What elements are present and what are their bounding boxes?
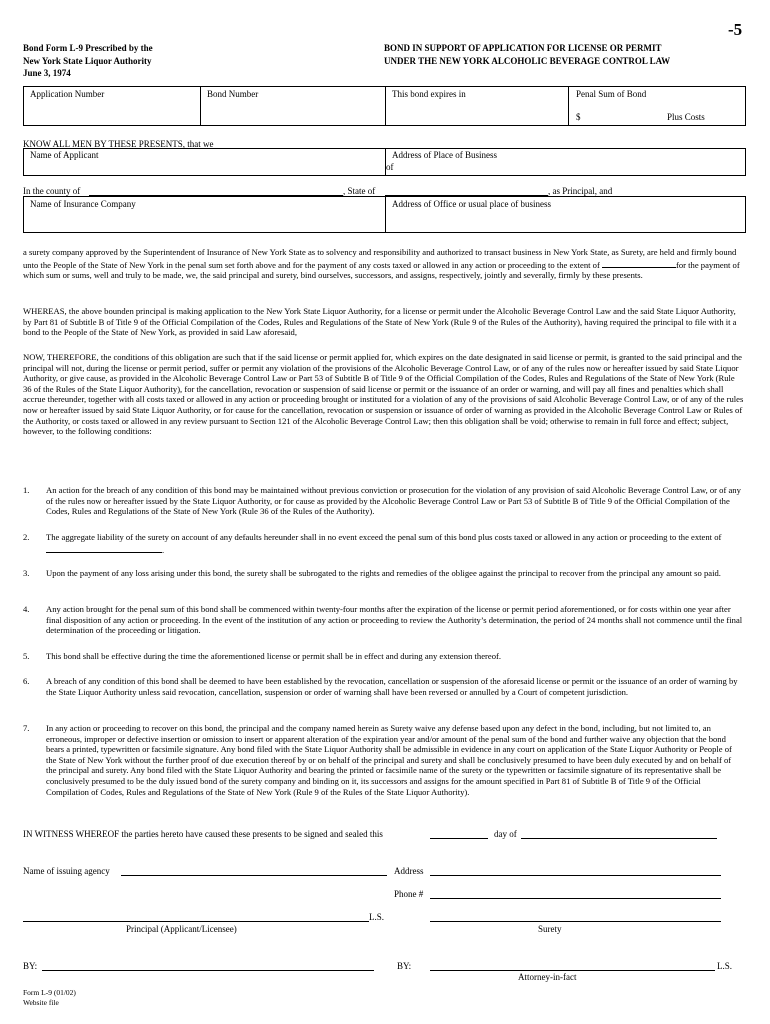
- bond-number-field[interactable]: [201, 100, 385, 125]
- attorney-caption: Attorney-in-fact: [518, 972, 577, 982]
- condition-number: 1.: [23, 485, 30, 495]
- applicant-name-label: Name of Applicant: [30, 150, 99, 160]
- business-address-of: of: [386, 162, 394, 172]
- presents-line: KNOW ALL MEN BY THESE PRESENTS, that we: [23, 139, 214, 149]
- bond-number-label: Bond Number: [207, 89, 259, 99]
- surety-signature-field[interactable]: [430, 921, 721, 922]
- insurance-name-field[interactable]: [24, 210, 384, 232]
- county-label: In the county of: [23, 186, 81, 196]
- condition-number: 5.: [23, 651, 30, 661]
- dollar-sign: $: [576, 112, 581, 122]
- issuing-agency-field[interactable]: [121, 875, 387, 876]
- surety-caption: Surety: [538, 924, 562, 934]
- principal-caption: Principal (Applicant/Licensee): [126, 924, 237, 934]
- condition-text: In any action or proceeding to recover on this bond, the principal and the company named herein as Surety waive any defense based upon any defect in the bond, including, but not limited to, an erroneous, improper or defective insertion or omission to insert or apparent alteration of the expiration year and/or amount of the penal sum of the bond and further waive any objection that the bond bears a printed, typewritten or facsimile signature. Any bond filed with the State Liquor Authority shall be admissible in evidence in any court on application of the State Liquor Authority or People of the State of New York without the further proof of due execution thereof by or on behalf of the principal and surety and shall be conclusively presumed to have been duly executed by and on behalf of the principal and surety. Any bond filed with the State Liquor Authority and bearing the printed or facsimile name of the surety or the typewritten or facsimile signature of its representative shall be conclusively presumed to be the duly issued bond of the surety company and binding on it, its successors and assigns for the amount specified in Part 81 of Subtitle B of Title 9 of the Official Compilation of Codes, Rules and Regulations of the State of New York (Rule 9 of the Rules of the State Liquor Authority).: [46, 723, 732, 797]
- penal-sum-label: Penal Sum of Bond: [576, 89, 647, 99]
- day-of-label: day of: [494, 829, 517, 839]
- document-title: [384, 42, 670, 67]
- plus-costs-label: Plus Costs: [667, 112, 705, 122]
- page-number: -5: [728, 20, 743, 39]
- condition-text: Any action brought for the penal sum of this bond shall be commenced within twenty-four months after the expiration of the license or permit period aforementioned, or for costs within one year after final disposition of any action or proceeding. In the event of the institution of any action or proceeding to review the Authority’s determination, the period of 24 months shall not commence until the final determination of the proceeding or litigation.: [46, 604, 743, 636]
- address-label: Address: [394, 866, 424, 876]
- insurance-name-label: Name of Insurance Company: [30, 199, 136, 209]
- witness-day-field[interactable]: [430, 838, 488, 839]
- expires-label: This bond expires in: [392, 89, 466, 99]
- condition-2-extent-field[interactable]: [46, 543, 165, 555]
- condition-text-wrap: [46, 532, 743, 555]
- business-address-field[interactable]: [400, 160, 745, 175]
- ls-label-2: L.S.: [717, 961, 733, 971]
- form-prescription-header: [23, 42, 153, 80]
- by-label: BY:: [23, 961, 38, 971]
- address-field[interactable]: [430, 875, 721, 876]
- penal-sum-field[interactable]: [585, 108, 665, 125]
- condition-number: 3.: [23, 568, 30, 578]
- application-number-label: Application Number: [30, 89, 105, 99]
- header-line-3: June 3, 1974: [23, 68, 71, 78]
- phone-label: Phone #: [394, 889, 424, 899]
- condition-text: Upon the payment of any loss arising under this bond, the surety shall be subrogated to the rights and remedies of the obligee against the principal to recover from the principal any amount so paid.: [46, 568, 721, 578]
- whereas-paragraph: WHEREAS, the above bounden principal is making application to the New York State Liquor Authority, for a license or permit under the Alcoholic Beverage Control Law and the said State Liquor Authority, by Part 81 of Subtitle B of Title 9 of the Official Compilation of the Codes, Rules and Regulations of the State of New York (Rule 9 of the Rules of the Authority), having required the principal to file with it a bond to the People of the State of New York, as provided in said Law aforesaid,: [23, 306, 737, 338]
- now-therefore-paragraph: NOW, THEREFORE, the conditions of this obligation are such that if the said license or permit applied for, which expires on the date designated in said license or permit, is granted to the said principal and the principal will not, during the license or permit period, suffer or permit any violation of the provisions of the Alcoholic Beverage Control Law, or of any of the rules now or hereafter issued by said State Liquor Authority, or give cause, as provided in the Alcoholic Beverage Control Law or Part 53 of Subtitle B of Title 9 of the Official Compilation of the Codes, Rules and Regulations of the State of New York (Rule 36 of the Rules of the State Liquor Authority), for the cancellation, revocation or suspension of said license or permit or the issuance of an order or warning, and will pay all fines and penalties which shall accrue thereunder, together with all costs taxed or allowed in any action or proceeding brought or instituted for a violation of any of the provisions of said Alcoholic Beverage Control Law, or of any of the rules now or hereafter issued by said State Liquor Authority, or for cause for the cancellation, revocation or suspension or issuance of order of warning as provided in the Alcoholic Beverage Control Law or Rules of the Authority, or costs taxed or allowed in any review pursuant to Section 121 of the Alcoholic Beverage Control Law; then this obligation shall be void; otherwise to remain in full force and effect; subject, however, to the following conditions:: [23, 352, 744, 437]
- condition-text: A breach of any condition of this bond shall be deemed to have been established by the revocation, cancellation or suspension of the aforesaid license or permit or the issuance of an order of warning by the State Liquor Authority unless said revocation, cancellation, suspension or order of warning shall have been reversed or annulled by a Court of competent jurisdiction.: [46, 676, 738, 697]
- condition-number: 2.: [23, 532, 30, 542]
- application-number-field[interactable]: [24, 100, 200, 125]
- surety-text-b: for the payment of which sum or sums, well and truly to be made, we, the said principal and surety, bind ourselves, successors, and assigns, respectively, jointly and severally, firmly by these presents.: [23, 259, 740, 281]
- condition-text: This bond shall be effective during the time the aforementioned license or permit shall be in effect and during any extension thereof.: [46, 651, 502, 661]
- surety-text-a: a surety company approved by the Superintendent of Insurance of New York State as to solvency and responsibility and authorized to transact business in New York State, as Surety, are held and firmly bound unto the People of the State of New York in the penal sum set forth above and for the payment of any costs taxed or allowed in any action or proceeding to the extent of: [23, 247, 737, 270]
- header-line-1: Bond Form L-9 Prescribed by the: [23, 43, 153, 53]
- condition-number: 4.: [23, 604, 30, 614]
- surety-by-field[interactable]: [430, 970, 715, 971]
- website-footer: Website file: [23, 998, 59, 1007]
- by-label-2: BY:: [397, 961, 412, 971]
- state-label: , State of: [343, 186, 376, 196]
- witness-text: IN WITNESS WHEREOF the parties hereto have caused these presents to be signed and sealed this: [23, 829, 383, 839]
- title-line-2: UNDER THE NEW YORK ALCOHOLIC BEVERAGE CONTROL LAW: [384, 55, 671, 66]
- principal-label: , as Principal, and: [548, 186, 613, 196]
- insurance-address-label: Address of Office or usual place of business: [392, 199, 552, 209]
- costs-extent-field[interactable]: [602, 258, 676, 268]
- principal-signature-field[interactable]: [23, 921, 369, 922]
- header-line-2: New York State Liquor Authority: [23, 55, 152, 66]
- business-address-label: Address of Place of Business: [392, 150, 497, 160]
- issuing-agency-label: Name of issuing agency: [23, 866, 110, 876]
- condition-text-tail: .: [162, 544, 165, 555]
- expires-field[interactable]: [386, 100, 568, 125]
- witness-month-field[interactable]: [521, 838, 717, 839]
- condition-number: 6.: [23, 676, 30, 686]
- condition-number: 7.: [23, 723, 30, 733]
- principal-by-field[interactable]: [42, 970, 374, 971]
- form-footer: Form L-9 (01/02): [23, 988, 76, 997]
- surety-paragraph: [23, 247, 745, 281]
- title-line-1: BOND IN SUPPORT OF APPLICATION FOR LICENSE OR PERMIT: [384, 43, 662, 53]
- ls-label: L.S.: [369, 912, 385, 922]
- condition-text: The aggregate liability of the surety on account of any defaults hereunder shall in no event exceed the penal sum of this bond plus costs taxed or allowed in any action or proceeding to the extent of: [46, 532, 722, 542]
- condition-text: An action for the breach of any condition of this bond may be maintained without previous conviction or prosecution for the violation of any provision of said Alcoholic Beverage Control Law, or of any of the rules now or hereafter issued by the State Liquor Authority, or for cause as provided by the Alcoholic Beverage Control Law or Part 53 of Subtitle B of Title 9 of the Official Compilation of the Codes, Rules and Regulations of the State of New York (Rule 36 of the Rules of the Authority).: [46, 485, 741, 517]
- phone-field[interactable]: [430, 898, 721, 899]
- applicant-name-field[interactable]: [24, 160, 384, 175]
- insurance-address-field[interactable]: [386, 210, 745, 232]
